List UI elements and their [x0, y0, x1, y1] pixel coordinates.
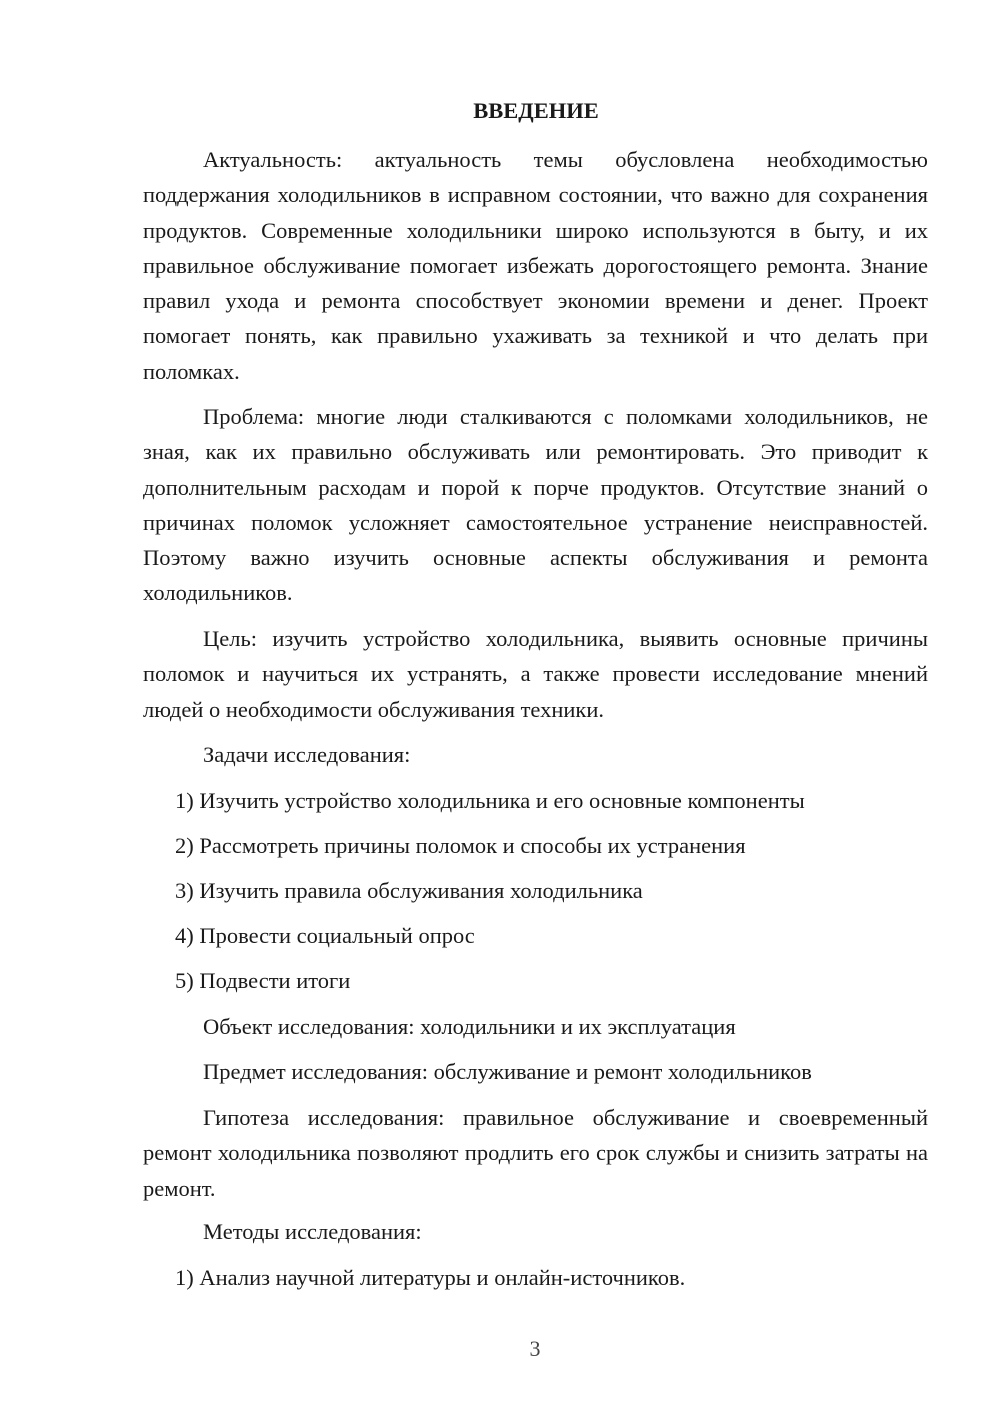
research-object: Объект исследования: холодильники и их эксплуатация: [203, 1014, 736, 1039]
task-item-3: 3) Изучить правила обслуживания холодильника: [175, 878, 643, 903]
task-item-5: 5) Подвести итоги: [175, 968, 351, 993]
method-item-1: 1) Анализ научной литературы и онлайн-источников.: [175, 1265, 686, 1290]
page-number: 3: [529, 1336, 541, 1361]
task-item-4: 4) Провести социальный опрос: [175, 923, 475, 948]
task-item-1: 1) Изучить устройство холодильника и его основные компоненты: [175, 788, 805, 813]
paragraph-goal: Цель: изучить устройство холодильника, выявить основные причины поломок и научиться их устранять, а также провести исследование мнений людей о необходимости обслуживания техники.: [143, 626, 928, 722]
research-subject: Предмет исследования: обслуживание и ремонт холодильников: [203, 1059, 812, 1084]
methods-heading: Методы исследования:: [203, 1219, 422, 1244]
page-title: ВВЕДЕНИЕ: [473, 98, 599, 123]
task-item-2: 2) Рассмотреть причины поломок и способы их устранения: [175, 833, 746, 858]
paragraph-problem: Проблема: многие люди сталкиваются с поломками холодильников, не зная, как их правильно обслуживать или ремонтировать. Это приводит к дополнительным расходам и порой к порче продуктов. Отсутствие знаний о причинах поломок усложняет самостоятельное устранение неисправностей. Поэтому важно изучить основные аспекты обслуживания и ремонта холодильников.: [143, 404, 928, 606]
paragraph-hypothesis: Гипотеза исследования: правильное обслуживание и своевременный ремонт холодильника позволяют продлить его срок службы и снизить затраты на ремонт.: [143, 1105, 928, 1201]
paragraph-relevance: Актуальность: актуальность темы обусловлена необходимостью поддержания холодильников в исправном состоянии, что важно для сохранения продуктов. Современные холодильники широко используются в быту, и их правильное обслуживание помогает избежать дорогостоящего ремонта. Знание правил ухода и ремонта способствует экономии времени и денег. Проект помогает понять, как правильно ухаживать за техникой и что делать при поломках.: [143, 147, 928, 384]
tasks-heading: Задачи исследования:: [203, 742, 411, 767]
